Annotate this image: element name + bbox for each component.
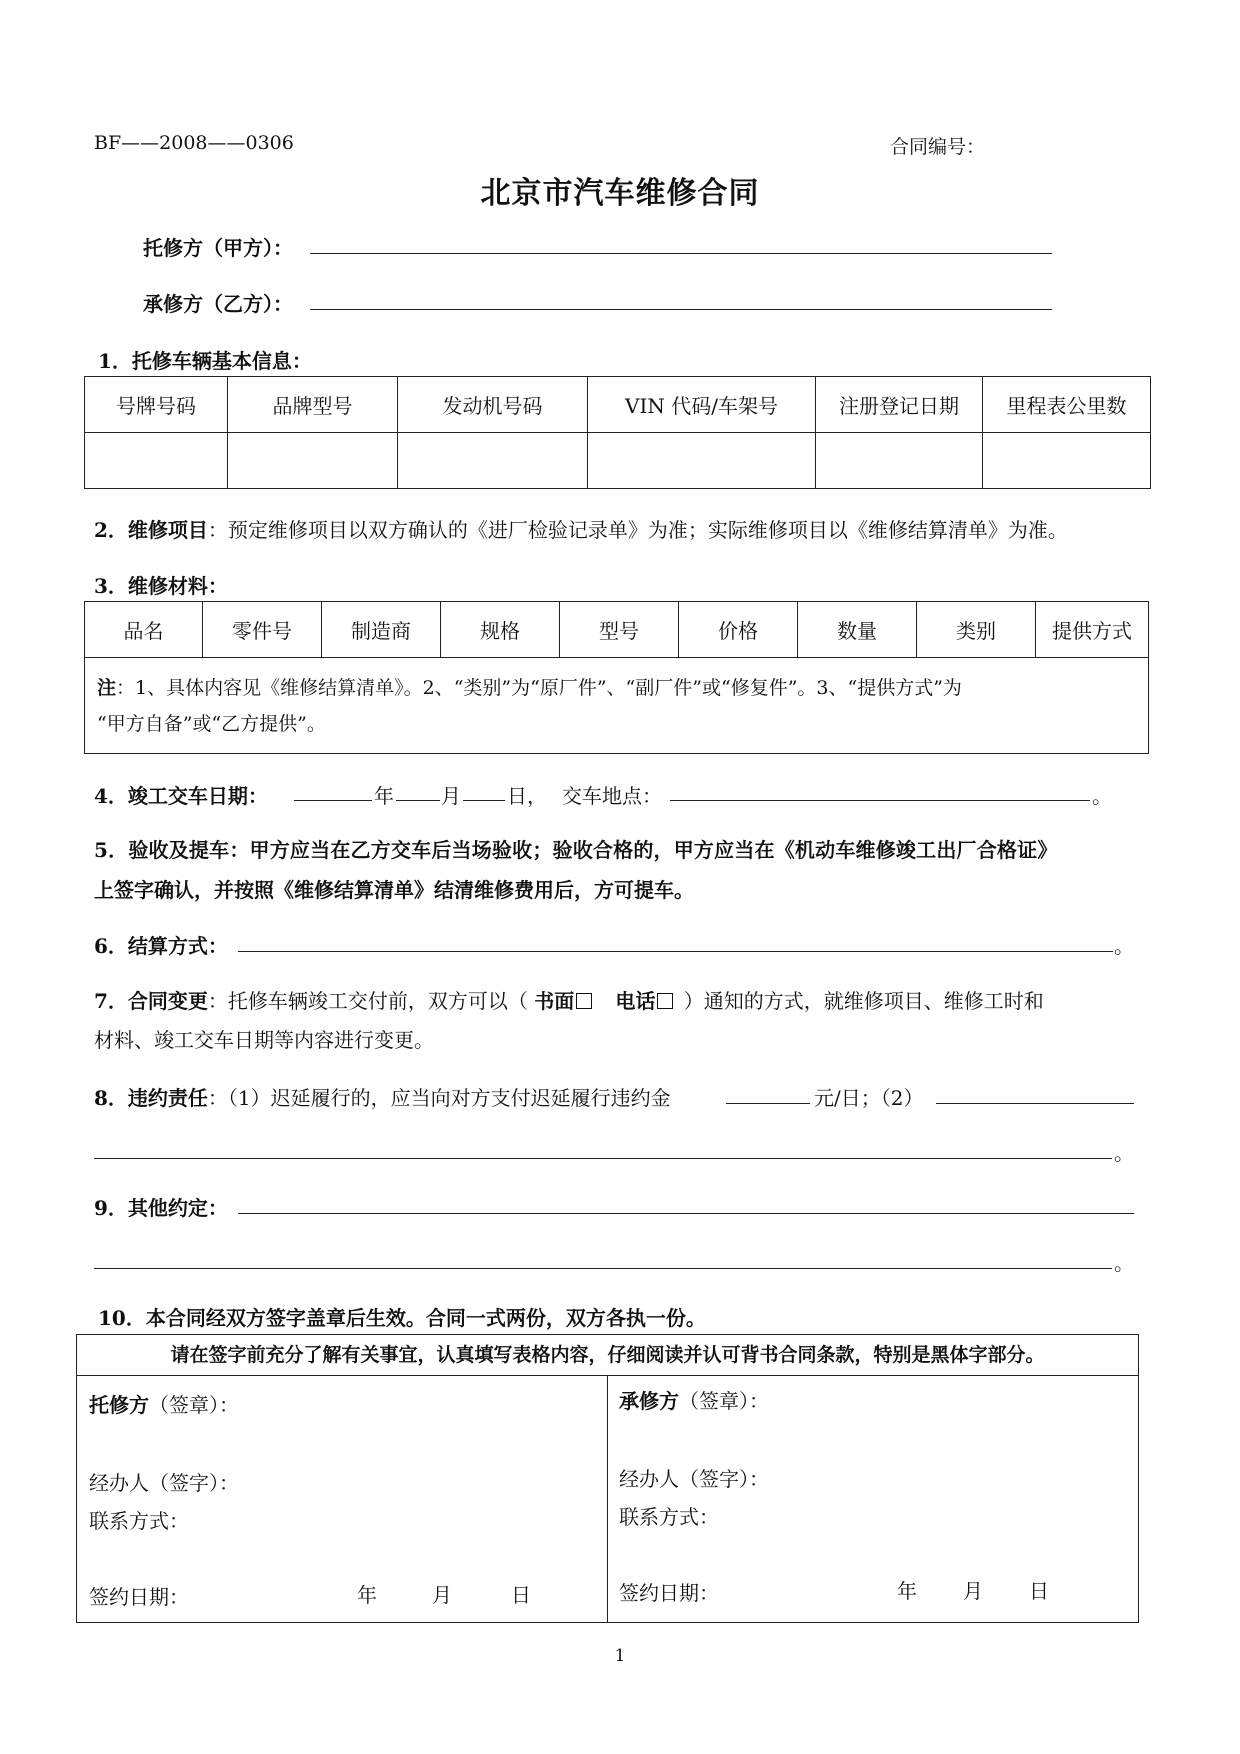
column-header: 发动机号码 [398,377,588,433]
section8-text-a: ：（1）迟延履行的，应当向对方支付迟延履行违约金 [207,1086,671,1110]
section7-label: 7．合同变更 [94,989,208,1013]
year-label: 年 [374,784,394,808]
year-label: 年 [357,1583,377,1607]
liability-continuation-field[interactable] [94,1158,1112,1159]
section6-label: 6．结算方式： [94,934,228,958]
contractor-seal [619,1385,769,1414]
phone-checkbox[interactable] [657,993,673,1009]
contractor-party-label: 承修方（乙方）： [143,292,293,316]
column-header: 号牌号码 [85,377,228,433]
day-label: 日 [511,1583,531,1607]
note-line1: ：1、具体内容见《维修结算清单》。2、“类别”为“原厂件”、“副厂件”或“修复件”。3、“提供方式”为 [116,676,962,699]
year-label: 年 [897,1579,917,1603]
period: 。 [1114,1141,1134,1165]
section4-label: 4．竣工交车日期： [94,784,268,808]
period: 。 [1092,784,1112,808]
column-header: 注册登记日期 [816,377,983,433]
contractor-date-label: 签约日期： [619,1581,719,1605]
contractor-party-field[interactable] [310,309,1052,310]
column-header: 零件号 [203,602,322,658]
delivery-day-field[interactable] [463,800,505,801]
column-header: 数量 [798,602,917,658]
note-line2: “甲方自备”或“乙方提供”。 [97,712,326,735]
delivery-month-field[interactable] [396,800,440,801]
other-agreements-continuation-field[interactable] [94,1268,1112,1269]
contract-number-label: 合同编号： [890,136,986,158]
signature-box [76,1334,1139,1623]
signature-notice: 请在签字前充分了解有关事宜，认真填写表格内容，仔细阅读并认可背书合同条款，特别是黑体字部分。 [77,1335,1138,1376]
page-number: 1 [614,1646,626,1666]
month-label: 月 [441,784,461,808]
page-title: 北京市汽车维修合同 [480,176,760,211]
option-written-label: 书面 [534,989,575,1013]
contractor-contact-label: 联系方式： [619,1505,719,1529]
option-phone-label: 电话 [615,989,656,1013]
penalty-amount-field[interactable] [726,1103,810,1104]
section2-text: ：预定维修项目以双方确认的《进厂检验记录单》为准；实际维修项目以《维修结算清单》为准。 [207,518,1068,542]
client-date-label: 签约日期： [89,1585,189,1609]
section5-line1: 5．验收及提车：甲方应当在乙方交车后当场验收；验收合格的，甲方应当在《机动车维修竣工出厂合格证》 [94,838,1058,862]
table-cell-input[interactable] [983,433,1151,489]
column-header: VIN 代码/车架号 [588,377,816,433]
section8-text-b: 元/日；（2） [814,1086,924,1110]
section7-text-b: ）通知的方式，就维修项目、维修工时和 [683,989,1044,1013]
divider [607,1376,608,1622]
note-label: 注 [97,676,117,699]
written-checkbox[interactable] [576,993,592,1009]
section5-line2: 上签字确认，并按照《维修结算清单》结清维修费用后，方可提车。 [94,878,694,902]
delivery-place-label: 交车地点： [562,784,662,808]
table-cell-input[interactable] [816,433,983,489]
table-cell-input[interactable] [228,433,398,489]
delivery-year-field[interactable] [294,800,372,801]
section2 [94,514,1068,543]
section9-label: 9．其他约定： [94,1196,228,1220]
liability-2-field[interactable] [936,1103,1134,1104]
table-cell-input[interactable] [398,433,588,489]
seal-label: （签章）： [149,1393,239,1417]
section8-label: 8．违约责任 [94,1086,208,1110]
seal-label: （签章）： [679,1389,769,1413]
section1-heading: 1．托修车辆基本信息： [98,349,312,373]
vehicle-info-table [84,376,1151,489]
column-header: 提供方式 [1036,602,1149,658]
column-header: 里程表公里数 [983,377,1151,433]
delivery-place-field[interactable] [670,800,1090,801]
document-code: BF——2008——0306 [94,132,294,154]
client-contact-label: 联系方式： [89,1509,189,1533]
contractor-agent-label: 经办人（签字）： [619,1467,769,1491]
column-header: 品名 [85,602,203,658]
column-header: 规格 [441,602,560,658]
table-cell-input[interactable] [588,433,816,489]
period: 。 [1114,1251,1134,1275]
contractor-party-name: 承修方 [619,1389,679,1413]
month-label: 月 [963,1579,983,1603]
client-party-field[interactable] [310,253,1052,254]
client-party-name: 托修方 [89,1393,149,1417]
client-party-label: 托修方（甲方）： [143,236,293,260]
materials-table [84,601,1149,754]
section10-text: 10．本合同经双方签字盖章后生效。合同一式两份，双方各执一份。 [98,1306,706,1330]
column-header: 制造商 [322,602,441,658]
column-header: 价格 [679,602,798,658]
column-header: 型号 [560,602,679,658]
client-agent-label: 经办人（签字）： [89,1471,239,1495]
other-agreements-field[interactable] [238,1213,1134,1214]
month-label: 月 [432,1583,452,1607]
day-label: 日 [1029,1579,1049,1603]
client-seal [89,1389,239,1418]
period: 。 [1114,934,1134,958]
settlement-method-field[interactable] [238,951,1113,952]
materials-note [85,658,1149,754]
column-header: 品牌型号 [228,377,398,433]
section3-heading: 3．维修材料： [94,574,228,598]
table-cell-input[interactable] [85,433,228,489]
section2-label: 2．维修项目 [94,518,208,542]
day-label: 日， [507,784,547,808]
section7-text-a: ：托修车辆竣工交付前，双方可以（ [207,989,528,1013]
section8-line1 [94,1082,671,1111]
section7-line1 [94,985,1044,1014]
column-header: 类别 [917,602,1036,658]
section7-line2: 材料、竣工交车日期等内容进行变更。 [94,1028,434,1052]
